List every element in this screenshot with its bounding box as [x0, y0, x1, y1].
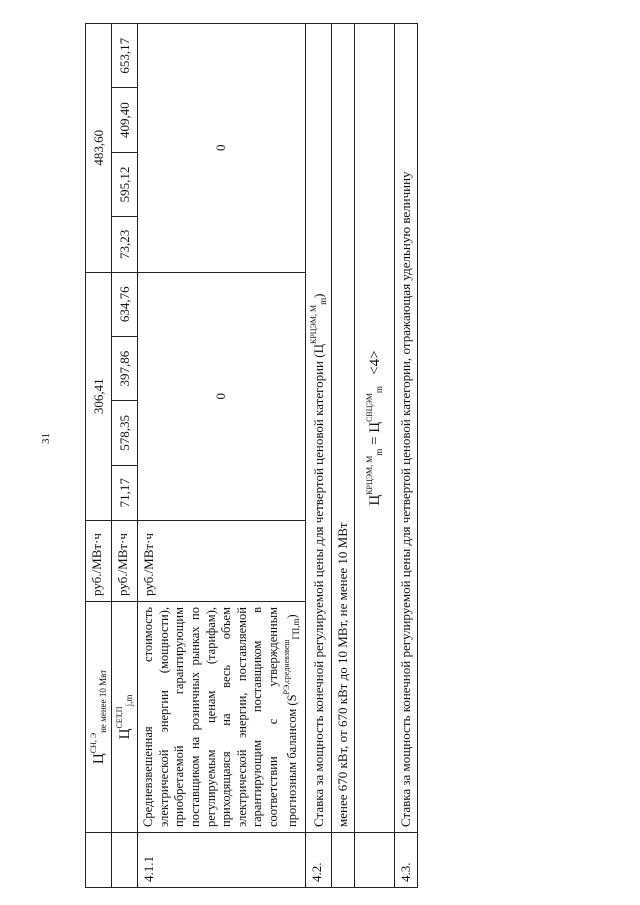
value-cell: 483,60: [86, 24, 112, 273]
value-cell: 306,41: [86, 272, 112, 520]
num-cell: 4.2.: [305, 833, 331, 888]
value-cell: 73,23: [112, 217, 138, 272]
unit-cell: руб./МВт·ч: [138, 521, 306, 602]
num-cell: 4.3.: [394, 833, 417, 888]
value-cell: 634,76: [112, 272, 138, 336]
num-cell: [112, 833, 138, 888]
description-text: Средневзвешенная стоимость электрической энергии (мощности), приобретаемой гарантирующим поставщиком на розничных рынках по регулируемым ценам (тарифам), приходящаяся на весь объем электрической энергии, поставляемой гарантирующим поставщиком в соответствии с утвержденным прогнозным балансом (S: [141, 607, 299, 827]
formula-right-sub: m: [373, 386, 384, 394]
unit-cell: руб./МВт·ч: [86, 521, 112, 602]
value-cell: 578,35: [112, 401, 138, 465]
formula-ref: <4>: [366, 350, 383, 375]
table-row: [112, 24, 138, 888]
num-cell: [331, 833, 354, 888]
table-row: [138, 24, 306, 888]
formula-left-sub: m: [373, 448, 384, 456]
num-cell: 4.1.1: [138, 833, 306, 888]
symbol-sub: не менее 10 Мвт: [98, 669, 108, 733]
subheading: менее 670 кВт, от 670 кВт до 10 МВт, не менее 10 МВт: [331, 24, 354, 833]
symbol: Ц: [117, 728, 133, 740]
value-cell: 397,86: [112, 336, 138, 400]
section-heading: Ставка за мощность конечной регулируемой цены для четвертой ценовой категории, отражающая удельную величину: [394, 24, 417, 833]
table-row: [394, 24, 417, 888]
tariff-table: [85, 23, 418, 888]
value-cell: 71,17: [112, 465, 138, 520]
formula-left: Ц: [366, 494, 383, 506]
formula-eq: = Ц: [366, 421, 383, 445]
symbol-sub: j,m: [124, 694, 134, 707]
description-sub: ГП,m: [290, 618, 301, 640]
value-cell: 653,17: [112, 24, 138, 88]
formula-cell: [354, 24, 394, 833]
symbol-cell: [86, 602, 112, 833]
num-cell: [86, 833, 112, 888]
heading-sup: КРЦЭМ, М: [308, 304, 318, 344]
description-cell: [138, 602, 306, 833]
symbol-sup: СЕТ,П: [115, 706, 124, 729]
value-cell: 409,40: [112, 88, 138, 152]
table-row: [354, 24, 394, 888]
table-row: [86, 24, 112, 888]
heading-sub: m: [317, 297, 328, 305]
rotated-table: [85, 23, 565, 888]
section-heading: [305, 24, 331, 833]
value-cell: 0: [138, 272, 306, 520]
symbol-cell: [112, 602, 138, 833]
page-number: 31: [40, 433, 52, 444]
heading-end: ): [310, 293, 326, 298]
table-row: [305, 24, 331, 888]
symbol: Ц: [91, 753, 107, 765]
formula-right-sup: СВЦЭМ: [364, 393, 374, 422]
num-cell: [354, 833, 394, 888]
formula-left-sup: КРЦЭМ, М: [364, 455, 374, 495]
unit-cell: руб./МВт·ч: [112, 521, 138, 602]
value-cell: 595,12: [112, 152, 138, 216]
heading-text: Ставка за мощность конечной регулируемой цены для четвертой ценовой категории (Ц: [310, 344, 326, 827]
description-end: ): [284, 614, 299, 619]
symbol-sup: СН, Э: [89, 732, 98, 754]
value-cell: 0: [138, 24, 306, 273]
table-row: [331, 24, 354, 888]
description-sup: РЭ,средневзвеш: [281, 639, 291, 695]
